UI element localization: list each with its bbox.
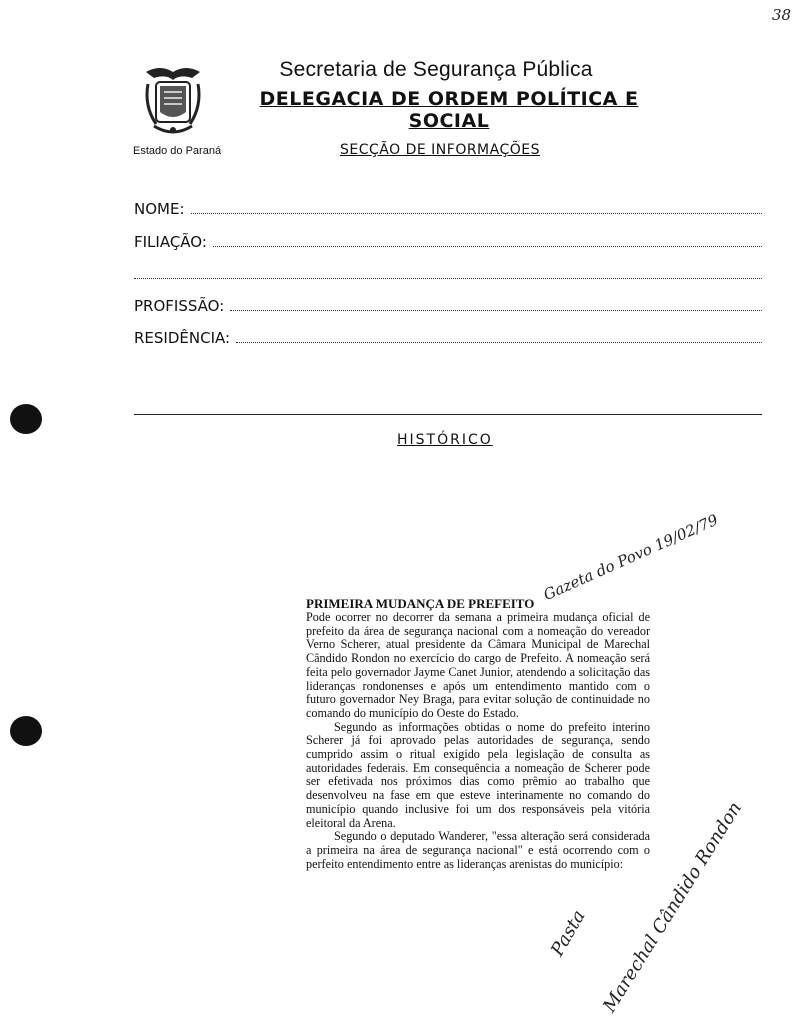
profissao-label: PROFISSÃO:	[134, 297, 225, 315]
nome-blank-line	[191, 212, 762, 214]
residencia-blank-line	[236, 341, 762, 343]
filiacao-blank-line	[213, 245, 762, 247]
nome-label: NOME:	[134, 200, 185, 218]
filiacao-blank-line-2	[134, 278, 762, 279]
handwritten-note-line1: Pasta	[546, 906, 590, 960]
section-divider	[134, 414, 762, 415]
filiacao-field	[134, 233, 762, 251]
profissao-field	[134, 297, 762, 315]
clipping-paragraph: Segundo as informações obtidas o nome do prefeito interino Scherer já foi aprovado pelas autoridades de segurança, sendo cumprido assim o ritual exigido pela legislação de consulta as autoridades federais. Em consequência a nomeação de Scherer pode ser efetivada nos próximos dias como prêmio ao trabalho que desenvolveu na fase em que esteve interinamente no comando do município quando inclusive foi um dos responsáveis pela vitória eleitoral da Arena.	[306, 719, 650, 830]
punch-hole-mark	[10, 716, 42, 746]
state-label: Estado do Paraná	[133, 145, 222, 157]
header-title: Secretaria de Segurança Pública	[279, 58, 593, 81]
punch-hole-mark	[10, 404, 42, 434]
nome-field	[134, 200, 762, 218]
profissao-blank-line	[230, 309, 762, 311]
filiacao-label: FILIAÇÃO:	[134, 233, 207, 251]
header-department: DELEGACIA DE ORDEM POLÍTICA E SOCIAL	[259, 88, 639, 132]
page-number: 38	[772, 6, 792, 24]
residencia-label: RESIDÊNCIA:	[134, 329, 231, 347]
clipping-paragraph: Pode ocorrer no decorrer da semana a primeira mudança oficial de prefeito da área de segurança nacional com a nomeação do vereador Verno Scherer, atual presidente da Câmara Municipal de Marechal Cândido Rondon no exercício do cargo de Prefeito. A nomeação será feita pelo governador Jayme Canet Junior, atendendo a solicitação das lideranças rondonenses e após um entendimento mantido com o futuro governador Ney Braga, para evitar solução de continuidade no comando do município do Oeste do Estado.	[306, 610, 650, 720]
clipping-headline: PRIMEIRA MUDANÇA DE PREFEITO	[306, 596, 535, 611]
clipping-paragraph: Segundo o deputado Wanderer, "essa alteração será considerada a primeira na área de segurança nacional" e está ocorrendo com o perfeito entendimento entre as lideranças arenistas do município:	[306, 829, 650, 871]
residencia-field	[134, 329, 762, 347]
handwritten-note-line2: Marechal Cândido Rondon	[599, 798, 747, 1017]
newspaper-clipping	[306, 596, 650, 871]
parana-coat-of-arms-icon	[140, 62, 206, 142]
historico-title: HISTÓRICO	[397, 432, 493, 448]
section-title: SECÇÃO DE INFORMAÇÕES	[340, 142, 540, 158]
handwritten-source-annotation: Gazeta do Povo 19/02/79	[540, 510, 721, 604]
